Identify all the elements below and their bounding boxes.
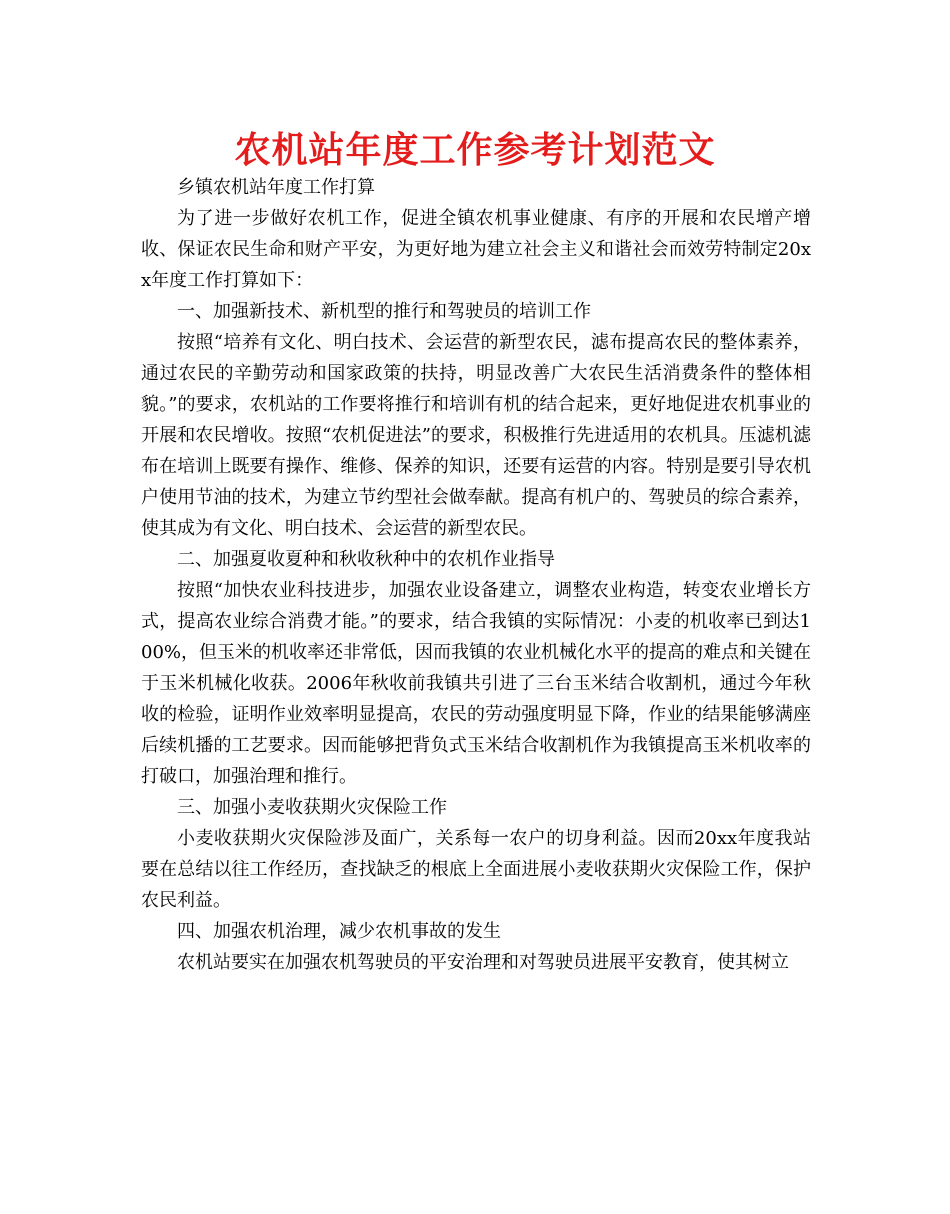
section-body-4: 农机站要实在加强农机驾驶员的平安治理和对驾驶员进展平安教育，使其树立 <box>177 952 789 973</box>
intro-paragraph: 为了进一步做好农机工作，促进全镇农机事业健康、有序的开展和农民增产增收、保证农民生命和财产平安，为更好地为建立社会主义和谐社会而效劳特制定20xx年度工作打算如下： <box>141 208 811 291</box>
document-title: 农机站年度工作参考计划范文 <box>234 130 716 171</box>
section-body-1: 按照“培养有文化、明白技术、会运营的新型农民，滤布提高农民的整体素养，通过农民的辛勤劳动和国家政策的扶持，明显改善广大农民生活消费条件的整体相貌。”的要求，农机站的工作要将推行和培训有机的结合起来，更好地促进农机事业的开展和农民增收。按照“农机促进法”的要求，积极推行先进适用的农机具。压滤机滤布在培训上既要有操作、维修、保养的知识，还要有运营的内容。特别是要引导农机户使用节油的技术，为建立节约型社会做奉献。提高有机户的、驾驶员的综合素养，使其成为有文化、明白技术、会运营的新型农民。 <box>141 332 811 539</box>
section-heading-3: 三、加强小麦收获期火灾保险工作 <box>177 797 447 818</box>
document-body <box>141 172 811 978</box>
section-body-3: 小麦收获期火灾保险涉及面广，关系每一农户的切身利益。因而20xx年度我站要在总结以往工作经历，查找缺乏的根底上全面进展小麦收获期火灾保险工作，保护农民利益。 <box>141 828 811 911</box>
section-body-2: 按照“加快农业科技进步，加强农业设备建立，调整农业构造，转变农业增长方式，提高农业综合消费才能。”的要求，结合我镇的实际情况：小麦的机收率已到达100%，但玉米的机收率还非常低，因而我镇的农业机械化水平的提高的难点和关键在于玉米机械化收获。2006年秋收前我镇共引进了三台玉米结合收割机，通过今年秋收的检验，证明作业效率明显提高，农民的劳动强度明显下降，作业的结果能够满座后续机播的工艺要求。因而能够把背负式玉米结合收割机作为我镇提高玉米机收率的打破口，加强治理和推行。 <box>141 580 812 787</box>
section-heading-1: 一、加强新技术、新机型的推行和驾驶员的培训工作 <box>177 301 591 322</box>
section-heading-4: 四、加强农机治理，减少农机事故的发生 <box>177 921 501 942</box>
subtitle-paragraph: 乡镇农机站年度工作打算 <box>177 177 375 198</box>
section-heading-2: 二、加强夏收夏种和秋收秋种中的农机作业指导 <box>177 549 555 570</box>
